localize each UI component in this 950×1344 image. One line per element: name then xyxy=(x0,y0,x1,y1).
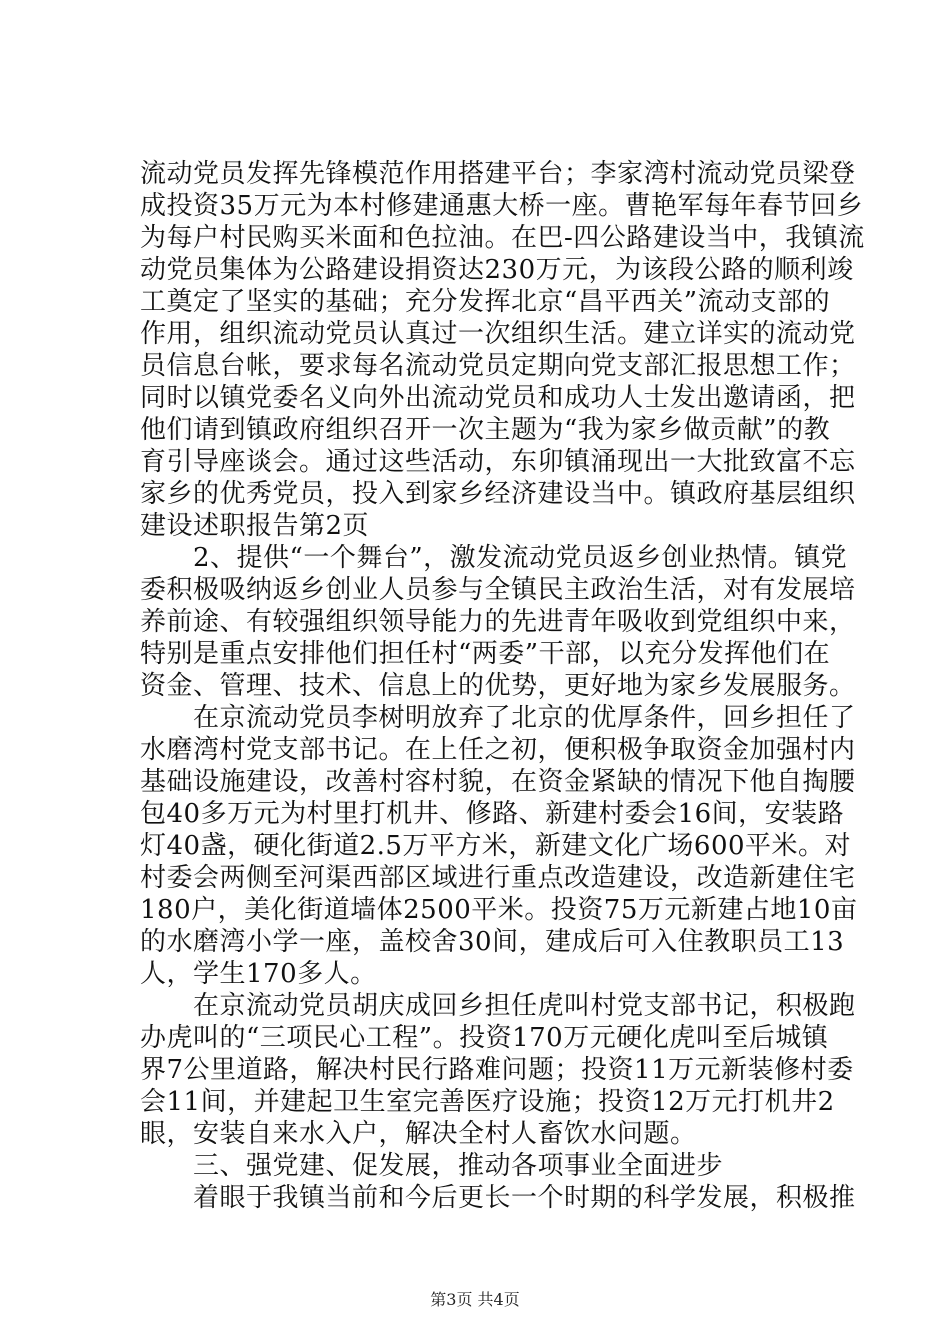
section-heading: 三、强党建、促发展，推动各项事业全面进步 xyxy=(140,1151,724,1181)
text-line: 界7公里道路，解决村民行路难问题；投资11万元新装修村委 xyxy=(140,1055,854,1085)
text-line: 工奠定了坚实的基础；充分发挥北京“昌平西关”流动支部的 xyxy=(140,287,831,317)
text-line: 眼，安装自来水入户，解决全村人畜饮水问题。 xyxy=(140,1119,697,1149)
text-line: 180户，美化街道墙体2500平米。投资75万元新建占地10亩 xyxy=(140,895,858,925)
text-line: 育引导座谈会。通过这些活动，东卯镇涌现出一大批致富不忘 xyxy=(140,447,856,477)
text-line: 特别是重点安排他们担任村“两委”干部，以充分发挥他们在 xyxy=(140,639,831,669)
text-line: 2、提供“一个舞台”，激发流动党员返乡创业热情。镇党 xyxy=(140,543,848,573)
text-line: 员信息台帐，要求每名流动党员定期向党支部汇报思想工作； xyxy=(140,351,856,381)
text-line: 同时以镇党委名义向外出流动党员和成功人士发出邀请函，把 xyxy=(140,383,856,413)
text-line: 人，学生170多人。 xyxy=(140,959,377,989)
text-line: 在京流动党员胡庆成回乡担任虎叫村党支部书记，积极跑 xyxy=(140,991,856,1021)
text-line: 办虎叫的“三项民心工程”。投资170万元硬化虎叫至后城镇 xyxy=(140,1023,829,1053)
text-line: 包40多万元为村里打机井、修路、新建村委会16间，安装路 xyxy=(140,799,845,829)
text-line: 流动党员发挥先锋模范作用搭建平台；李家湾村流动党员梁登 xyxy=(140,159,856,189)
text-line: 的水磨湾小学一座，盖校舍30间，建成后可入住教职员工13 xyxy=(140,927,845,957)
text-line: 着眼于我镇当前和今后更长一个时期的科学发展，积极推 xyxy=(140,1183,856,1213)
text-line: 为每户村民购买米面和色拉油。在巴-四公路建设当中，我镇流 xyxy=(140,223,865,253)
page-number-label: 第3页 共4页 xyxy=(430,1290,520,1309)
text-line: 动党员集体为公路建设捐资达230万元，为该段公路的顺利竣 xyxy=(140,255,854,285)
text-line: 水磨湾村党支部书记。在上任之初，便积极争取资金加强村内 xyxy=(140,735,856,765)
text-line: 成投资35万元为本村修建通惠大桥一座。曹艳军每年春节回乡 xyxy=(140,191,864,221)
document-body xyxy=(140,158,865,1214)
text-line: 资金、管理、技术、信息上的优势，更好地为家乡发展服务。 xyxy=(140,671,856,701)
text-line: 家乡的优秀党员，投入到家乡经济建设当中。镇政府基层组织 xyxy=(140,479,856,509)
text-line: 养前途、有较强组织领导能力的先进青年吸收到党组织中来， xyxy=(140,607,856,637)
text-line: 委积极吸纳返乡创业人员参与全镇民主政治生活，对有发展培 xyxy=(140,575,856,605)
page-footer xyxy=(0,1290,950,1310)
text-line: 灯40盏，硬化街道2.5万平方米，新建文化广场600平米。对 xyxy=(140,831,852,861)
text-line: 基础设施建设，改善村容村貌，在资金紧缺的情况下他自掏腰 xyxy=(140,767,856,797)
text-line: 在京流动党员李树明放弃了北京的优厚条件，回乡担任了 xyxy=(140,703,856,733)
text-line: 村委会两侧至河渠西部区域进行重点改造建设，改造新建住宅 xyxy=(140,863,856,893)
text-line: 他们请到镇政府组织召开一次主题为“我为家乡做贡献”的教 xyxy=(140,415,831,445)
text-line: 会11间，并建起卫生室完善医疗设施；投资12万元打机井2 xyxy=(140,1087,835,1117)
text-line: 建设述职报告第2页 xyxy=(140,511,370,541)
text-line: 作用，组织流动党员认真过一次组织生活。建立详实的流动党 xyxy=(140,319,856,349)
